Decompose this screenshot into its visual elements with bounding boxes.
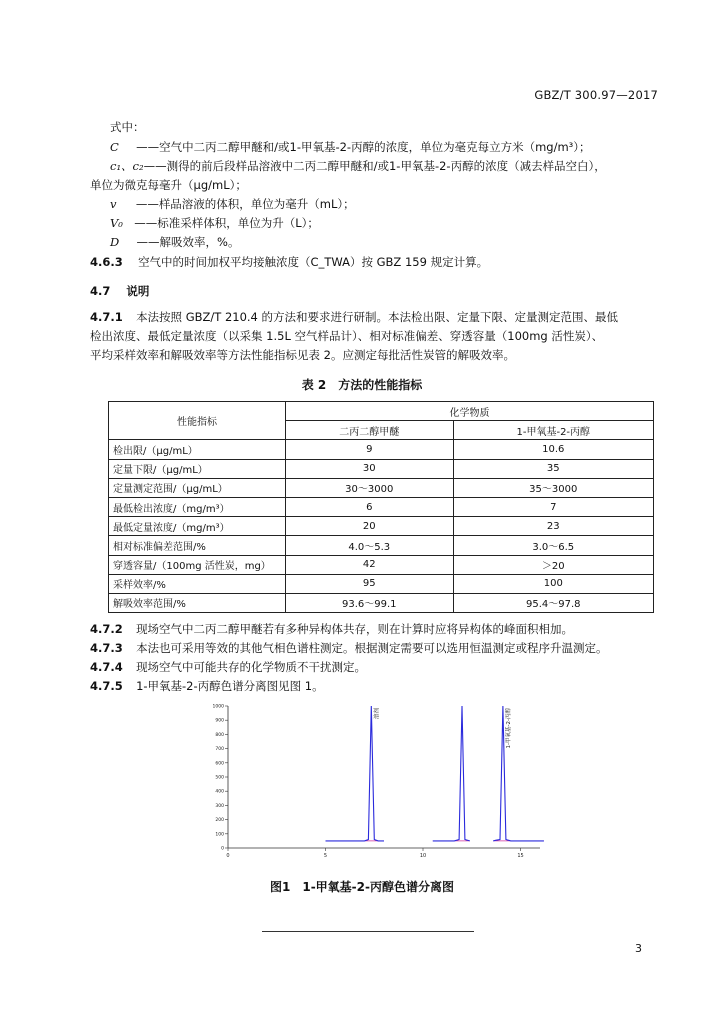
- clause-text: 现场空气中可能共存的化学物质不干扰测定。: [136, 660, 367, 674]
- row-value-1: 30: [286, 459, 454, 478]
- standard-number: GBZ/T 300.97—2017: [534, 88, 658, 102]
- x-tick-label: 10: [419, 853, 427, 859]
- legend-text: ——空气中二丙二醇甲醚和/或1-甲氧基-2-丙醇的浓度，单位为毫克每立方米（mg/m³）；: [136, 140, 591, 154]
- legend-text: ——样品溶液的体积，单位为毫升（mL）；: [135, 197, 355, 211]
- footer-rule: [262, 931, 474, 932]
- row-value-1: 9: [286, 440, 454, 459]
- clause-4-7-2: [90, 620, 573, 638]
- row-value-2: 100: [453, 574, 653, 593]
- row-value-2: 10.6: [453, 440, 653, 459]
- row-value-2: 95.4～97.8: [453, 593, 653, 612]
- clause-text: 空气中的时间加权平均接触浓度（C_TWA）按 GBZ 159 规定计算。: [138, 255, 489, 269]
- section-heading-4-7: [90, 282, 149, 300]
- clause-4-7-1-line-3: 平均采样效率和解吸效率等方法性能指标见表 2。应测定每批活性炭管的解吸效率。: [90, 348, 515, 362]
- table-caption: 表 2 方法的性能指标: [301, 378, 423, 392]
- y-tick-label: 700: [215, 747, 224, 753]
- section-number: 4.7: [90, 284, 111, 298]
- x-tick-label: 0: [226, 853, 230, 859]
- clause-4-6-3: [90, 253, 488, 271]
- clause-text: 1-甲氧基-2-丙醇色谱分离图见图 1。: [136, 679, 324, 693]
- x-tick-label: 15: [517, 853, 524, 859]
- y-tick-label: 1000: [212, 704, 224, 710]
- clause-number: 4.7.1: [90, 310, 123, 324]
- y-tick-label: 900: [215, 718, 224, 724]
- y-tick-label: 400: [215, 789, 224, 795]
- row-value-2: 35～3000: [453, 478, 653, 497]
- legend-symbol: c₁、c₂: [110, 159, 144, 173]
- legend-item-d: [110, 233, 239, 251]
- section-title: 说明: [126, 284, 150, 298]
- legend-item-c1c2: [110, 157, 606, 175]
- header-column-2: 1-甲氧基-2-丙醇: [453, 421, 653, 440]
- chromatogram-trace: [326, 706, 385, 841]
- header-group: 化学物质: [286, 402, 654, 421]
- row-value-2: 23: [453, 517, 653, 536]
- table-row: [109, 574, 654, 593]
- row-value-2: 3.0～6.5: [453, 536, 653, 555]
- chromatogram-trace: [493, 706, 544, 841]
- legend-text: ——标准采样体积，单位为升（L）；: [134, 216, 319, 230]
- row-value-2: 35: [453, 459, 653, 478]
- figure-caption: 图1 1-甲氧基-2-丙醇色谱分离图: [270, 880, 454, 894]
- y-tick-label: 0: [221, 846, 224, 852]
- clause-text: 现场空气中二丙二醇甲醚若有多种异构体共存，则在计算时应将异构体的峰面积相加。: [136, 622, 574, 636]
- clause-4-7-1-line-1: [90, 308, 618, 326]
- clause-number: 4.7.5: [90, 679, 123, 693]
- row-value-1: 42: [286, 555, 454, 574]
- formula-intro: 式中：: [110, 120, 145, 134]
- table-row: [109, 555, 654, 574]
- chromatogram-peak-labels: [372, 708, 512, 749]
- clause-number: 4.7.3: [90, 641, 123, 655]
- legend-symbol: C: [110, 140, 119, 154]
- legend-symbol: V₀: [110, 216, 123, 230]
- row-label: 检出限/（μg/mL）: [109, 440, 286, 459]
- clause-text: 本法也可采用等效的其他气相色谱柱测定。根据测定需要可以选用恒温测定或程序升温测定。: [136, 641, 608, 655]
- row-label: 相对标准偏差范围/%: [109, 536, 286, 555]
- table-row: [109, 440, 654, 459]
- clause-number: 4.6.3: [90, 255, 123, 269]
- table-row: [109, 536, 654, 555]
- chromatogram-trace: [433, 706, 470, 841]
- legend-text: ——解吸效率，%。: [136, 235, 240, 249]
- row-value-1: 30～3000: [286, 478, 454, 497]
- clause-number: 4.7.2: [90, 622, 123, 636]
- row-label: 采样效率/%: [109, 574, 286, 593]
- table-header-row: [109, 402, 654, 421]
- row-label: 定量测定范围/（μg/mL）: [109, 478, 286, 497]
- row-label: 定量下限/（μg/mL）: [109, 459, 286, 478]
- legend-item-v0: [110, 214, 319, 232]
- peak-label: 1-甲氧基-2-丙醇: [505, 708, 512, 749]
- clause-4-7-5: [90, 677, 324, 695]
- peak-label: 溶剂: [374, 708, 381, 720]
- header-column-1: 二丙二醇甲醚: [286, 421, 454, 440]
- row-value-1: 93.6～99.1: [286, 593, 454, 612]
- table-row: [109, 517, 654, 536]
- legend-item-continuation: 单位为微克每毫升（μg/mL）；: [90, 178, 247, 192]
- row-label: 最低检出浓度/（mg/m³）: [109, 497, 286, 516]
- legend-item-v: [110, 195, 355, 213]
- table-row: [109, 478, 654, 497]
- legend-symbol: v: [110, 197, 117, 211]
- table-row: [109, 459, 654, 478]
- clause-number: 4.7.4: [90, 660, 123, 674]
- legend-item-c: [110, 138, 591, 156]
- legend-symbol: D: [110, 235, 120, 249]
- y-tick-label: 500: [215, 775, 224, 781]
- chromatogram-figure: [206, 700, 546, 860]
- table-row: [109, 497, 654, 516]
- y-tick-label: 100: [215, 832, 224, 838]
- row-value-2: ＞20: [453, 555, 653, 574]
- clause-4-7-3: [90, 639, 608, 657]
- row-label: 最低定量浓度/（mg/m³）: [109, 517, 286, 536]
- row-value-2: 7: [453, 497, 653, 516]
- table-row: [109, 593, 654, 612]
- row-value-1: 6: [286, 497, 454, 516]
- chromatogram-axes: [213, 704, 540, 860]
- clause-text: 本法按照 GBZ/T 210.4 的方法和要求进行研制。本法检出限、定量下限、定量测定范围、最低: [136, 310, 619, 324]
- y-tick-label: 300: [215, 803, 224, 809]
- x-tick-label: 5: [323, 853, 328, 859]
- clause-4-7-4: [90, 658, 366, 676]
- row-value-1: 20: [286, 517, 454, 536]
- performance-table: [108, 401, 654, 613]
- row-label: 解吸效率范围/%: [109, 593, 286, 612]
- chromatogram-svg: [206, 700, 546, 860]
- header-indicator: 性能指标: [109, 402, 286, 440]
- y-tick-label: 600: [215, 761, 224, 767]
- row-value-1: 4.0～5.3: [286, 536, 454, 555]
- row-value-1: 95: [286, 574, 454, 593]
- clause-4-7-1-line-2: 检出浓度、最低定量浓度（以采集 1.5L 空气样品计）、相对标准偏差、穿透容量（100mg 活性炭）、: [90, 329, 604, 343]
- y-tick-label: 200: [215, 818, 224, 824]
- row-label: 穿透容量/（100mg 活性炭，mg）: [109, 555, 286, 574]
- page-number: 3: [635, 942, 642, 955]
- legend-text: ——测得的前后段样品溶液中二丙二醇甲醚和/或1-甲氧基-2-丙醇的浓度（减去样品空白），: [143, 159, 606, 173]
- y-tick-label: 800: [215, 732, 224, 738]
